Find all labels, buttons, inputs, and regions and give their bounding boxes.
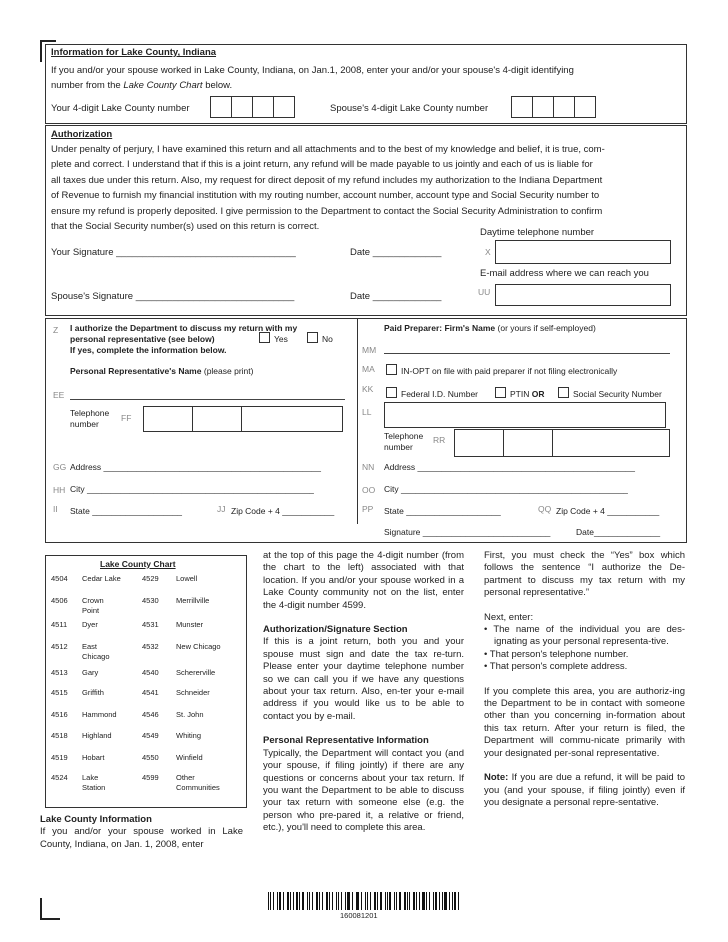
checkbox-icon — [259, 332, 270, 343]
rep-phone-input[interactable] — [143, 406, 343, 432]
chart-code: 4516 — [51, 710, 68, 719]
barcode-bar — [338, 892, 339, 910]
chart-community: Merrillville — [176, 596, 210, 605]
authorization-line: that the Social Security number(s) used on this return is correct. — [51, 221, 320, 233]
chart-code: 4506 — [51, 596, 68, 605]
authorization-line: of Revenue to furnish my financial institution with my routing number, account number, account type and Social Security number to — [51, 190, 600, 202]
rep-name-input[interactable] — [70, 399, 345, 400]
authorization-signature-heading: Authorization/Signature Section — [263, 624, 408, 636]
barcode-bar — [365, 892, 366, 910]
field-code-ee: EE — [53, 390, 65, 400]
barcode-bar — [442, 892, 443, 910]
yes-checkbox[interactable]: Yes — [259, 332, 288, 344]
chart-code: 4529 — [142, 574, 159, 583]
corner-mark-top-left-h — [40, 40, 56, 42]
barcode-bar — [389, 892, 391, 910]
barcode-bar — [290, 892, 291, 910]
spouse-signature-field[interactable]: Spouse's Signature ______________________________ — [51, 291, 295, 302]
chart-code: 4519 — [51, 753, 68, 762]
lake-info-heading: Information for Lake County, Indiana — [51, 47, 217, 58]
checkbox-icon — [307, 332, 318, 343]
barcode-bar — [380, 892, 382, 910]
barcode-bar — [433, 892, 434, 910]
column-divider — [357, 318, 358, 524]
field-code-pp: PP — [362, 504, 374, 514]
chart-code: 4513 — [51, 668, 68, 677]
col3-bullet: • That person's telephone number. — [484, 648, 629, 660]
chart-community: Lowell — [176, 574, 198, 583]
authorization-heading: Authorization — [51, 129, 113, 140]
barcode-bar — [307, 892, 308, 910]
daytime-phone-label: Daytime telephone number — [480, 227, 595, 238]
field-code-z: Z — [53, 325, 59, 335]
rep-auth-line3: If yes, complete the information below. — [70, 345, 227, 355]
chart-code: 4599 — [142, 773, 159, 782]
barcode-bar — [293, 892, 294, 910]
email-label: E-mail address where we can reach you — [480, 268, 649, 279]
barcode-bar — [449, 892, 450, 910]
preparer-signature-field[interactable]: Signature ___________________________ — [384, 527, 551, 537]
field-code-uu: UU — [478, 287, 491, 297]
corner-mark-top-left — [40, 40, 42, 62]
barcode-bar — [341, 892, 342, 910]
lake-info-col-text: If you and/or your spouse worked in Lake County, Indiana, on Jan. 1, 2008, enter — [40, 826, 243, 850]
rep-phone-label: Telephone number — [70, 408, 110, 429]
chart-community: Dyer — [82, 620, 98, 629]
chart-community: New Chicago — [176, 642, 221, 651]
chart-community: Crown Point — [82, 596, 104, 615]
barcode-bar — [283, 892, 284, 910]
barcode-bar — [370, 892, 371, 910]
col3-note: Note: If you are due a refund, it will be paid to you (and your spouse, if filing jointly) even if you designate a personal repre-sentative. — [484, 772, 685, 808]
col3-bullet: • The name of the individual you are des-ignating as your personal representa-tive. — [484, 624, 685, 648]
chart-code: 4524 — [51, 773, 68, 782]
barcode-number: 160081201 — [340, 911, 378, 920]
field-code-rr: RR — [433, 435, 446, 445]
barcode-bar — [357, 892, 359, 910]
field-code-ii: II — [53, 504, 58, 514]
chart-community: Gary — [82, 668, 99, 677]
barcode-bar — [347, 892, 349, 910]
barcode-bar — [312, 892, 314, 910]
lake-county-chart — [45, 555, 247, 808]
barcode-bar — [296, 892, 298, 910]
field-code-hh: HH — [53, 485, 66, 495]
authorization-line: plete and correct. I understand that if this is a joint return, any refund will be made payable to us jointly and each of us is liable for — [51, 159, 593, 171]
barcode-bar — [287, 892, 289, 910]
barcode-bar — [454, 892, 456, 910]
preparer-address-field[interactable]: Address ______________________________________________ — [384, 462, 635, 472]
chart-community: Winfield — [176, 753, 203, 762]
instructions-column-3 — [484, 550, 685, 809]
checkbox-icon — [386, 387, 397, 398]
barcode-bar — [332, 892, 334, 910]
field-code-ff: FF — [121, 413, 132, 423]
barcode-bar — [458, 892, 459, 910]
field-code-mm: MM — [362, 345, 377, 355]
barcode-bar — [319, 892, 320, 910]
lake-info-column — [40, 814, 243, 851]
checkbox-icon — [386, 364, 397, 375]
chart-community: Schneider — [176, 688, 210, 697]
preparer-heading: Paid Preparer: Firm's Name (or yours if self-employed) — [384, 323, 596, 333]
your-lake-number-input[interactable] — [210, 96, 294, 118]
barcode-bar — [416, 892, 417, 910]
barcode-bar — [270, 892, 272, 910]
chart-code: 4541 — [142, 688, 159, 697]
chart-code: 4530 — [142, 596, 159, 605]
your-lake-number-label: Your 4-digit Lake County number — [51, 103, 190, 114]
chart-community: Lake Station — [82, 773, 106, 792]
preparer-phone-input[interactable] — [454, 429, 670, 457]
chart-community: Hobart — [82, 753, 105, 762]
barcode-bar — [452, 892, 453, 910]
chart-code: 4550 — [142, 753, 159, 762]
barcode-bar — [336, 892, 337, 910]
rep-auth-line1: I authorize the Department to discuss my return with my — [70, 323, 298, 333]
lake-info-line1: If you and/or your spouse worked in Lake County, Indiana, on Jan.1, 2008, enter your and/or your spouse's 4-digit identifying — [51, 65, 574, 76]
preparer-phone-label: Telephone number — [384, 431, 424, 452]
field-code-gg: GG — [53, 462, 67, 472]
barcode-bar — [374, 892, 376, 910]
field-code-jj: JJ — [217, 504, 226, 514]
corner-mark-bottom-left — [40, 898, 42, 920]
col2-paragraph: If this is a joint return, both you and your spouse must sign and date the tax re-turn. Please enter your daytime telephone number so we can call you if we have any questions about your tax return. Also, en-ter your e-mail address if you would like us to be able to contact you by e-mail. — [263, 636, 464, 722]
col3-paragraph: If you complete this area, you are authoriz-ing the Department to be in contact with someone other than you concerning in-formation about this tax return. After your return is filed, the Department will commu-nicate primarily with your designated per-sonal representative. — [484, 685, 685, 759]
authorization-line: Under penalty of perjury, I have examined this return and all attachments and to the best of my knowledge and belief, it is true, com- — [51, 144, 605, 155]
barcode-bar — [302, 892, 304, 910]
barcode-bar — [299, 892, 300, 910]
field-code-kk: KK — [362, 384, 374, 394]
barcode-bar — [345, 892, 347, 910]
field-code-nn: NN — [362, 462, 375, 472]
barcode-bar — [377, 892, 378, 910]
email-input[interactable] — [495, 284, 671, 306]
barcode-bar — [444, 892, 446, 910]
barcode-bar — [429, 892, 431, 910]
chart-community: Schererville — [176, 668, 216, 677]
chart-code: 4540 — [142, 668, 159, 677]
barcode-bar — [407, 892, 408, 910]
chart-community: East Chicago — [82, 642, 110, 661]
corner-mark-bottom-left-h — [40, 918, 60, 920]
authorization-text — [51, 142, 681, 234]
authorization-line: all taxes due under this return. Also, my request for direct deposit of my refund includes my authorization to the Indiana Department — [51, 174, 603, 186]
chart-code: 4518 — [51, 731, 68, 740]
preparer-firm-name-input[interactable] — [384, 353, 670, 354]
barcode-bar — [352, 892, 353, 910]
checkbox-icon — [558, 387, 569, 398]
spouse-date-field[interactable]: Date _____________ — [350, 291, 442, 302]
barcode-bar — [279, 892, 281, 910]
instructions-column-2 — [263, 550, 464, 835]
authorization-line: ensure my refund is properly deposited. I give permission to the Department to contact the Social Security Administration to confirm — [51, 205, 603, 217]
barcode-bar — [409, 892, 410, 910]
chart-code: 4549 — [142, 731, 159, 740]
chart-code: 4504 — [51, 574, 68, 583]
barcode-bar — [277, 892, 278, 910]
barcode-bar — [385, 892, 386, 910]
rep-city-field[interactable]: City ________________________________________________ — [70, 484, 314, 494]
barcode-bar — [422, 892, 424, 910]
chart-code: 4531 — [142, 620, 159, 629]
spouse-lake-number-input[interactable] — [511, 96, 595, 118]
barcode-bar — [439, 892, 440, 910]
lake-info-line2: number from the Lake County Chart below. — [51, 80, 233, 91]
no-checkbox[interactable]: No — [307, 332, 333, 344]
chart-code: 4532 — [142, 642, 159, 651]
chart-community: Munster — [176, 620, 204, 629]
barcode-bar — [399, 892, 401, 910]
chart-community: Highland — [82, 731, 112, 740]
ssn-checkbox[interactable]: Social Security Number — [558, 387, 662, 399]
ptin-checkbox[interactable]: PTIN OR — [495, 387, 545, 399]
barcode-bar — [326, 892, 328, 910]
chart-code: 4512 — [51, 642, 68, 651]
field-code-qq: QQ — [538, 504, 552, 514]
barcode-bar — [356, 892, 357, 910]
col2-paragraph: Typically, the Department will contact you (and your spouse, if filing jointly) if there are any questions or concerns about your tax return. If you want the Department to be able to discuss your tax return with someone else (e.g. the person who pre-pared it, a relative or friend, etc.), you'll need to complete this area. — [263, 747, 464, 834]
barcode-bar — [361, 892, 362, 910]
rep-address-field[interactable]: Address ______________________________________________ — [70, 462, 321, 472]
preparer-city-field[interactable]: City ________________________________________________ — [384, 484, 628, 494]
barcode-bar — [435, 892, 437, 910]
barcode-bar — [316, 892, 318, 910]
field-code-ll: LL — [362, 407, 372, 417]
col2-paragraph: at the top of this page the 4-digit number (from the chart to the left) associated with that location. If you and/or your spouse worked in a Lake County community not on the list, enter the 4-digit number 4599. — [263, 550, 464, 611]
daytime-phone-input[interactable] — [495, 240, 671, 264]
rep-zip-field[interactable]: Zip Code + 4 ___________ — [231, 506, 335, 516]
chart-community: Other Communities — [176, 773, 220, 792]
barcode-bar — [426, 892, 427, 910]
personal-rep-heading: Personal Representative Information — [263, 735, 429, 747]
rep-name-label: Personal Representative's Name (please print) — [70, 366, 254, 376]
barcode-bar — [404, 892, 406, 910]
barcode-bar — [322, 892, 323, 910]
fein-checkbox[interactable]: Federal I.D. Number — [386, 387, 478, 399]
barcode-bar — [309, 892, 310, 910]
col3-paragraph: First, you must check the “Yes” box which follows the sentence “I authorize the De-partment to discuss my tax return with my personal representative.” — [484, 550, 685, 599]
chart-code: 4511 — [51, 620, 68, 629]
field-code-x: X — [485, 247, 491, 257]
checkbox-icon — [495, 387, 506, 398]
preparer-zip-field[interactable]: Zip Code + 4 ___________ — [556, 506, 660, 516]
field-code-oo: OO — [362, 485, 376, 495]
in-opt-checkbox[interactable]: IN-OPT on file with paid preparer if not filing electronically — [386, 364, 617, 376]
chart-community: Griffith — [82, 688, 104, 697]
barcode-bar — [394, 892, 395, 910]
field-code-ma: MA — [362, 364, 375, 374]
barcode-bar — [396, 892, 397, 910]
col3-paragraph: Next, enter: — [484, 611, 534, 623]
chart-title: Lake County Chart — [100, 559, 176, 569]
chart-code: 4515 — [51, 688, 68, 697]
lake-info-col-heading: Lake County Information — [40, 814, 152, 825]
col3-bullet: • That person's complete address. — [484, 661, 628, 673]
chart-community: Hammond — [82, 710, 117, 719]
rep-state-field[interactable]: State ___________________ — [70, 506, 183, 516]
barcode-bar — [387, 892, 388, 910]
preparer-state-field[interactable]: State ____________________ — [384, 506, 501, 516]
barcode-bar — [413, 892, 415, 910]
chart-community: St. John — [176, 710, 204, 719]
preparer-date-field[interactable]: Date______________ — [576, 527, 661, 537]
spouse-lake-number-label: Spouse's 4-digit Lake County number — [330, 103, 489, 114]
date-field[interactable]: Date _____________ — [350, 247, 442, 258]
barcode-bar — [329, 892, 330, 910]
preparer-id-input[interactable] — [384, 402, 666, 428]
barcode-bar — [367, 892, 369, 910]
barcode-bar — [419, 892, 420, 910]
barcode-bar — [268, 892, 269, 910]
barcode-bar — [273, 892, 274, 910]
barcode — [268, 892, 462, 910]
chart-community: Whiting — [176, 731, 202, 740]
rep-auth-line2: personal representative (see below) — [70, 334, 215, 344]
chart-community: Cedar Lake — [82, 574, 121, 583]
your-signature-field[interactable]: Your Signature __________________________________ — [51, 247, 296, 258]
chart-code: 4546 — [142, 710, 159, 719]
